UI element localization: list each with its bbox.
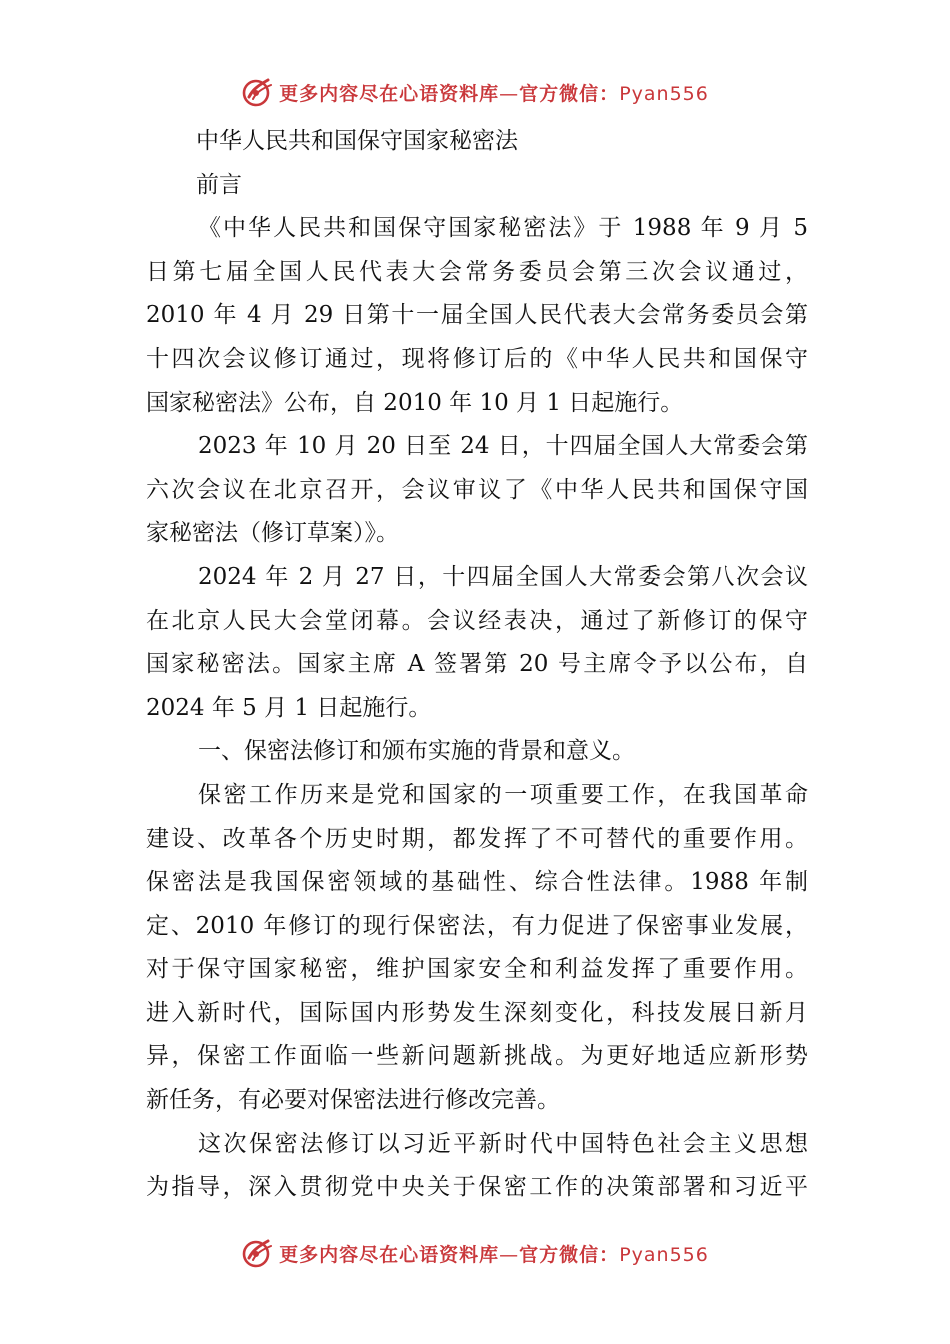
watermark-banner-top <box>0 72 950 112</box>
watermark-handle: Pyan556 <box>619 1243 709 1266</box>
watermark-handle: Pyan556 <box>619 82 709 105</box>
watermark-text: 更多内容尽在心语资料库 <box>279 1243 500 1266</box>
body-line: 2024 年 2 月 27 日，十四届全国人大常委会第八次会议 <box>198 563 808 590</box>
body-line: 《中华人民共和国保守国家秘密法》于 1988 年 9 月 5 <box>198 215 808 242</box>
body-line: 国家秘密法。国家主席 A 签署第 20 号主席令予以公布，自 <box>146 651 808 678</box>
watermark-channel: 官方微信： <box>519 82 620 105</box>
body-line: 国家秘密法》公布，自 2010 年 10 月 1 日起施行。 <box>146 389 684 416</box>
body-line: 2024 年 5 月 1 日起施行。 <box>146 694 432 721</box>
body-line: 进入新时代，国际国内形势发生深刻变化，科技发展日新月 <box>146 999 808 1026</box>
document-body <box>146 120 808 1210</box>
body-line: 保密工作历来是党和国家的一项重要工作，在我国革命 <box>198 781 808 808</box>
section-subheading: 一、保密法修订和颁布实施的背景和意义。 <box>198 738 635 765</box>
body-line: 2010 年 4 月 29 日第十一届全国人民代表大会常务委员会第 <box>146 302 808 329</box>
watermark-channel: 官方微信： <box>519 1243 620 1266</box>
body-line: 为指导，深入贯彻党中央关于保密工作的决策部署和习近平 <box>146 1174 808 1201</box>
body-line: 六次会议在北京召开，会议审议了《中华人民共和国保守国 <box>146 476 808 503</box>
body-line: 新任务，有必要对保密法进行修改完善。 <box>146 1087 560 1114</box>
body-line: 家秘密法（修订草案）》。 <box>146 520 399 547</box>
body-line: 异，保密工作面临一些新问题新挑战。为更好地适应新形势 <box>146 1043 808 1070</box>
section-heading: 前言 <box>196 171 242 198</box>
body-line: 这次保密法修订以习近平新时代中国特色社会主义思想 <box>198 1130 808 1157</box>
body-line: 建设、改革各个历史时期，都发挥了不可替代的重要作用。 <box>146 825 808 852</box>
body-line: 对于保守国家秘密，维护国家安全和利益发挥了重要作用。 <box>146 956 808 983</box>
document-title: 中华人民共和国保守国家秘密法 <box>196 128 518 154</box>
body-line: 在北京人民大会堂闭幕。会议经表决，通过了新修订的保守 <box>146 607 808 634</box>
body-line: 2023 年 10 月 20 日至 24 日，十四届全国人大常委会第 <box>198 433 808 460</box>
body-line: 保密法是我国保密领域的基础性、综合性法律。1988 年制 <box>146 869 808 896</box>
watermark-separator: — <box>499 82 520 105</box>
watermark-text: 更多内容尽在心语资料库 <box>279 82 500 105</box>
watermark-logo-icon <box>241 1236 275 1270</box>
watermark-banner-bottom <box>0 1233 950 1273</box>
watermark-logo-icon <box>241 75 275 109</box>
body-line: 十四次会议修订通过，现将修订后的《中华人民共和国保守 <box>146 345 808 372</box>
watermark-separator: — <box>499 1243 520 1266</box>
body-line: 定、2010 年修订的现行保密法，有力促进了保密事业发展， <box>146 912 808 939</box>
body-line: 日第七届全国人民代表大会常务委员会第三次会议通过， <box>146 258 808 285</box>
